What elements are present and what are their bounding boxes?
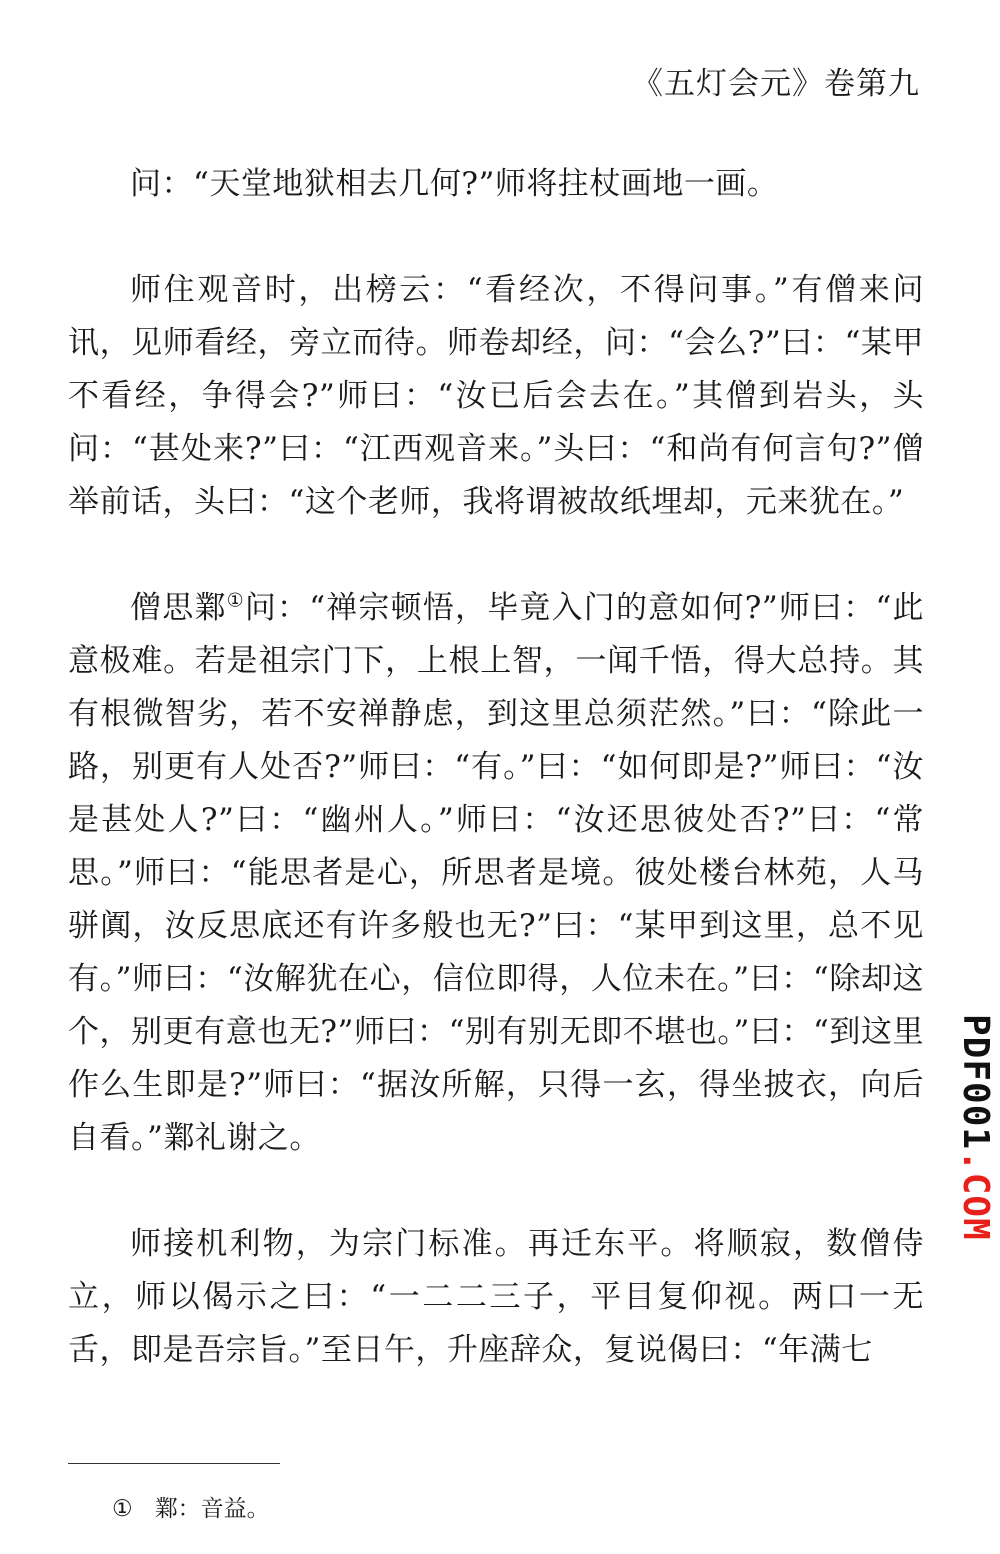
footnote xyxy=(112,1494,270,1524)
paragraph-text: 问：“禅宗顿悟，毕竟入门的意如何?”师曰：“此意极难。若是祖宗门下，上根上智，一闻千悟，得大总持。其有根微智劣，若不安禅静虑，到这里总须茫然。”曰：“除此一路，别更有人处否?”师曰：“有。”曰：“如何即是?”师曰：“汝是甚处人?”曰：“幽州人。”师曰：“汝还思彼处否?”曰：“常思。”师曰：“能思者是心，所思者是境。彼处楼台林苑，人马骈阗，汝反思底还有许多般也无?”曰：“某甲到这里，总不见有。”师曰：“汝解犹在心，信位即得，人位未在。”曰：“除却这个，别更有意也无?”师曰：“别有别无即不堪也。”曰：“到这里作么生即是?”师曰：“据汝所解，只得一玄，得坐披衣，向后自看。”鄴礼谢之。 xyxy=(68,590,924,1156)
watermark-domain: .COM xyxy=(955,1150,996,1241)
paragraph: 师接机利物，为宗门标准。再迁东平。将顺寂，数僧侍立，师以偈示之曰：“一二二三子，平目复仰视。两口一无舌，即是吾宗旨。”至日午，升座辞众，复说偈曰：“年满七 xyxy=(68,1226,924,1368)
paragraph: 问：“天堂地狱相去几何?”师将拄杖画地一画。 xyxy=(130,166,779,202)
paragraph-text: 僧思鄴 xyxy=(130,590,227,626)
body-text xyxy=(68,158,924,1377)
paragraph xyxy=(68,582,924,1165)
watermark-text: PDF001 xyxy=(955,1014,996,1151)
watermark xyxy=(955,1014,995,1264)
paragraph: 师住观音时，出榜云：“看经次，不得问事。”有僧来问讯，见师看经，旁立而待。师卷却经，问：“会么?”曰：“某甲不看经，争得会?”师曰：“汝已后会去在。”其僧到岩头，头问：“甚处来?”曰：“江西观音来。”头曰：“和尚有何言句?”僧举前话，头曰：“这个老师，我将谓被故纸埋却，元来犹在。” xyxy=(68,272,924,520)
footnote-reference[interactable]: ① xyxy=(226,589,245,612)
footnote-divider xyxy=(68,1463,280,1464)
footnote-mark: ① xyxy=(112,1496,133,1522)
footnote-text: 鄴：音益。 xyxy=(154,1496,270,1522)
running-header: 《五灯会元》卷第九 xyxy=(632,66,920,102)
